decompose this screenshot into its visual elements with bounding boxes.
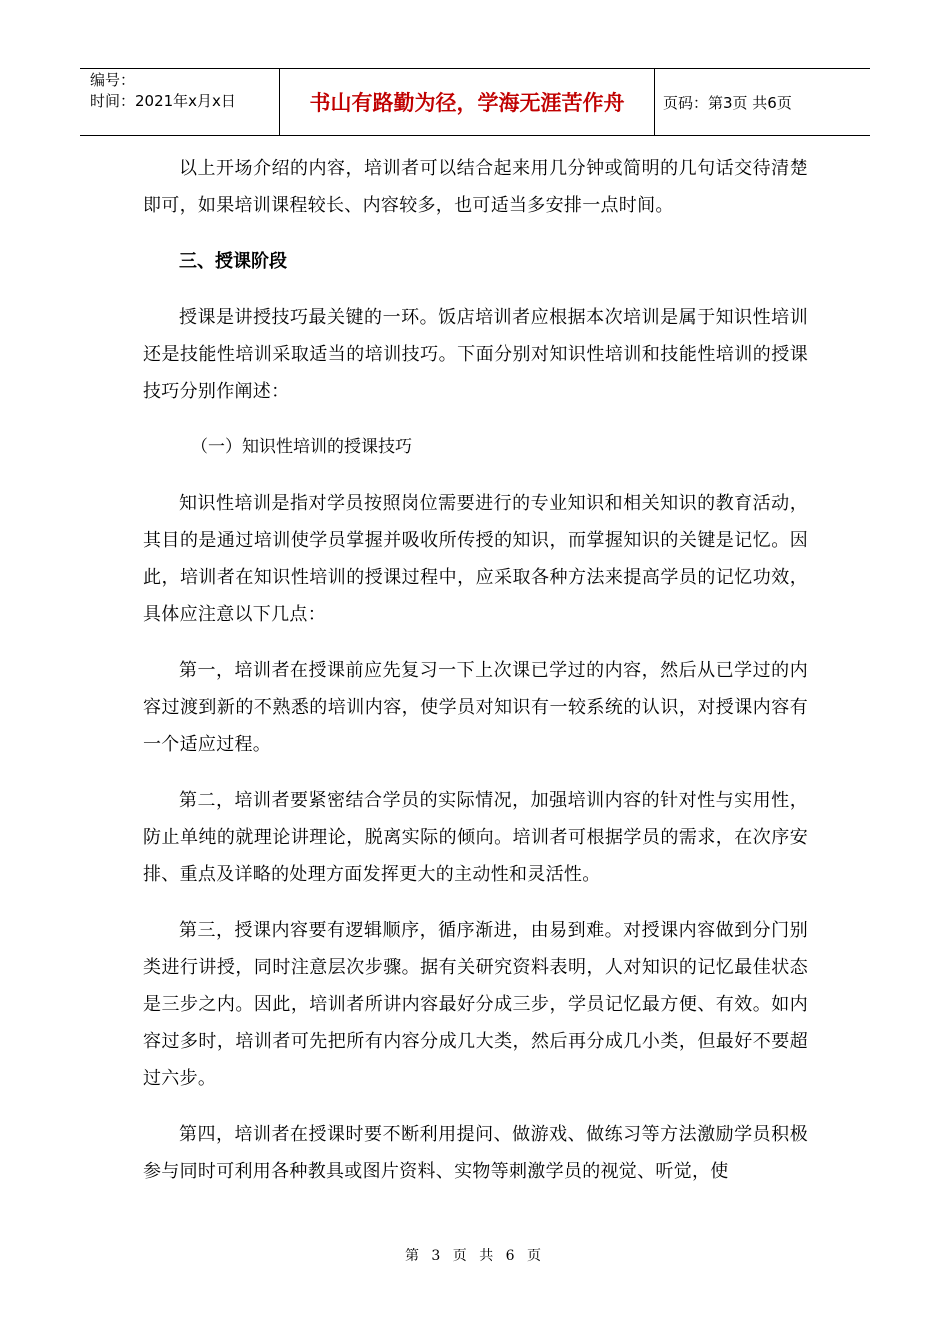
page-footer: 第 3 页 共 6 页 [404, 1248, 546, 1264]
paragraph-point-three: 第三，授课内容要有逻辑顺序，循序渐进，由易到难。对授课内容做到分门别类进行讲授，同时注意层次步骤。据有关研究资料表明，人对知识的记忆最佳状态是三步之内。因此，培训者所讲内容最好分成三步，学员记忆最方便、有效。如内容过多时，培训者可先把所有内容分成几大类，然后再分成几小类，但最好不要超过六步。 [143, 920, 808, 1089]
paragraph-teaching-overview: 授课是讲授技巧最关键的一环。饭店培训者应根据本次培训是属于知识性培训还是技能性培训采取适当的培训技巧。下面分别对知识性培训和技能性培训的授课技巧分别作阐述： [143, 307, 808, 402]
header-meta [80, 69, 280, 135]
header-page-info: 页码：第3页 共6页 [663, 93, 792, 112]
document-date: 时间：2021年x月x日 [90, 92, 236, 110]
paragraph-intro-summary: 以上开场介绍的内容，培训者可以结合起来用几分钟或简明的几句话交待清楚即可，如果培训课程较长、内容较多，也可适当多安排一点时间。 [143, 158, 808, 216]
paragraph-knowledge-training: 知识性培训是指对学员按照岗位需要进行的专业知识和相关知识的教育活动，其目的是通过培训使学员掌握并吸收所传授的知识，而掌握知识的关键是记忆。因此，培训者在知识性培训的授课过程中，应采取各种方法来提高学员的记忆功效，具体应注意以下几点： [143, 493, 808, 625]
subsection-heading: （一）知识性培训的授课技巧 [191, 437, 412, 457]
section-heading: 三、授课阶段 [179, 251, 287, 272]
document-number-label: 编号： [90, 71, 136, 89]
page-header [80, 68, 870, 136]
header-motto: 书山有路勤为径，学海无涯苦作舟 [280, 69, 655, 135]
paragraph-point-two: 第二，培训者要紧密结合学员的实际情况，加强培训内容的针对性与实用性，防止单纯的就理论讲理论，脱离实际的倾向。培训者可根据学员的需求，在次序安排、重点及详略的处理方面发挥更大的主动性和灵活性。 [143, 790, 808, 885]
paragraph-point-four: 第四，培训者在授课时要不断利用提问、做游戏、做练习等方法激励学员积极参与同时可利用各种教具或图片资料、实物等刺激学员的视觉、听觉，使 [143, 1124, 808, 1182]
paragraph-point-one: 第一，培训者在授课前应先复习一下上次课已学过的内容，然后从已学过的内容过渡到新的不熟悉的培训内容，使学员对知识有一较系统的认识，对授课内容有一个适应过程。 [143, 660, 808, 755]
document-body [143, 150, 808, 1190]
